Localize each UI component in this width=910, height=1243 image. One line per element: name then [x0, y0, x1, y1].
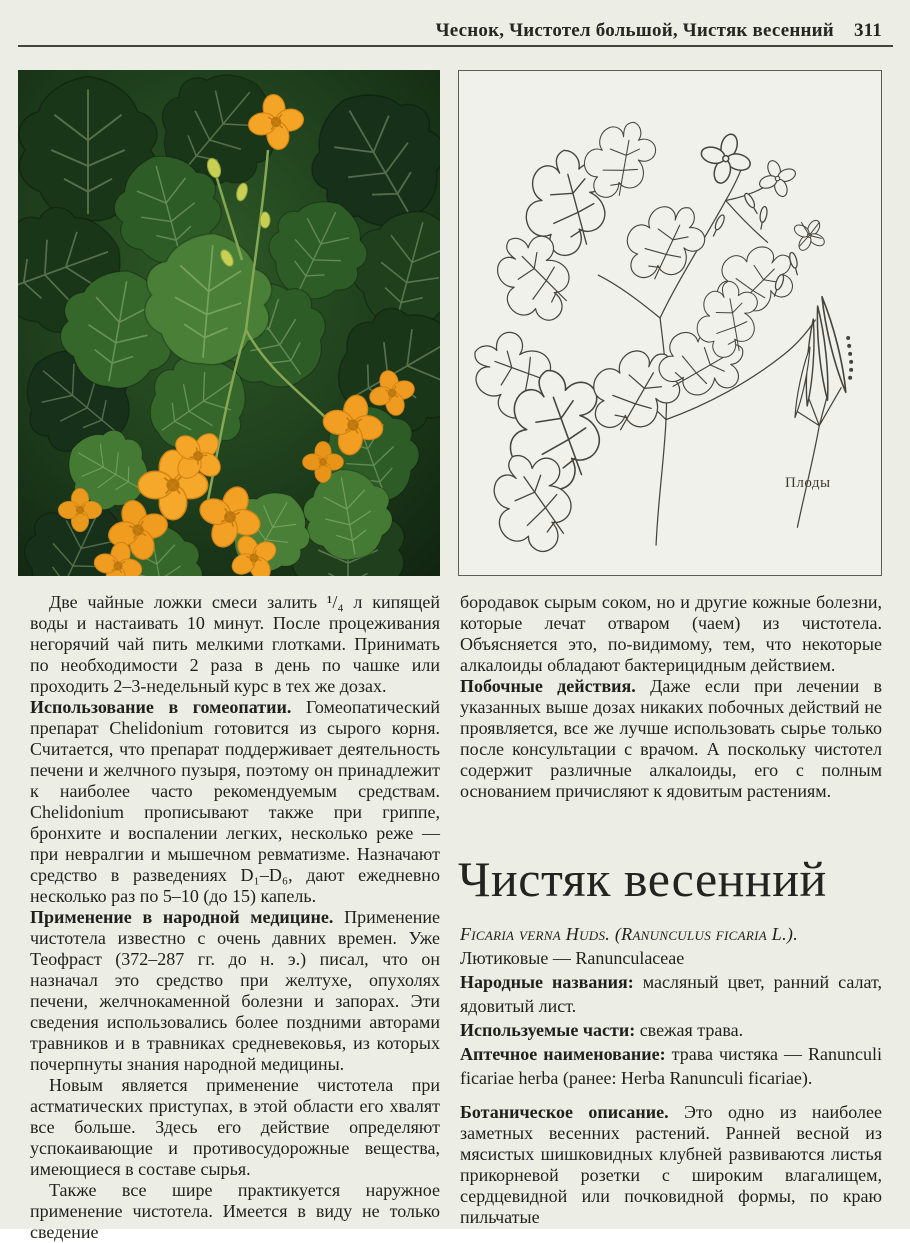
header-rule	[18, 45, 893, 47]
paragraph-text: бородавок сырым соком, но и другие кожные болезни, которые лечат отваром (чаем) из чистотела. Объясняется это, по-видимому, тем, что некоторые алкалоиды обладают бактерицидным действием.	[460, 592, 882, 675]
section-lead: Применение в народной медицине.	[30, 907, 334, 927]
drawing-caption: Плоды	[785, 475, 831, 491]
field-value: свежая трава.	[639, 1020, 744, 1040]
section-text: Гомеопатический препарат Chelidonium готовится из сырого корня. Считается, что препарат поддерживает деятельность печени и желчного пузыря, поэтому он принадлежит к наиболее часто рекомендуемым средствам. Chelidonium прописывают также при гриппе, бронхите и воспалении легких, несколько реже — при невралгии и мышечном ревматизме. Назначают средство в разведениях D₁–D₆, дают ежедневно несколько раз по 5–10 (до 15) капель.	[30, 697, 441, 906]
paragraph-text: Две чайные ложки смеси залить ¹/₄ л кипящей воды и настаивать 10 минут. После процеживания негорячий чай пить мелкими глотками. Принимать по необходимости 2 раза в день по чашке или проходить 2–3-недельный курс в тех же дозах.	[30, 592, 440, 696]
section-lead: Использование в гомеопатии.	[30, 697, 292, 717]
running-title: Чеснок, Чистотел большой, Чистяк весенний	[435, 20, 834, 41]
celandine-photo-image	[18, 70, 440, 576]
left-text-column	[30, 592, 440, 1243]
paragraph-side-effects	[460, 676, 882, 802]
section-lead: Ботаническое описание.	[460, 1102, 669, 1122]
paragraph-external-use	[30, 1180, 440, 1243]
field-label: Используемые части:	[460, 1020, 636, 1040]
species-family: Лютиковые — Ranunculaceae	[460, 948, 685, 968]
paragraph-tea-recipe	[30, 592, 440, 697]
species-pharmacy-name	[460, 1042, 882, 1090]
paragraph-text: Новым является применение чистотела при астматических приступах, в этой области его хвалят все больше. Здесь его действие определяют успокаивающие и противосудорожные вещества, имеющиеся в составе сырья.	[30, 1075, 440, 1179]
field-value: трава чистяка — Ranunculi ficariae herba (ранее: Herba Ranunculi ficariae).	[460, 1044, 882, 1088]
section-text: Это одно из наиболее заметных весенних растений. Ранней весной из мясистых шишковидных клубней развиваются листья прикорневой розетки с широким влагалищем, сердцевидной или почковидной формы, по краю пильчатые	[460, 1102, 883, 1227]
species-latin-name: Ficaria verna Huds. (Ranunculus ficaria L.).	[460, 924, 798, 944]
species-folk-names	[460, 970, 882, 1018]
species-used-parts	[460, 1018, 882, 1042]
field-value: масляный цвет, ранний салат, ядовитый лист.	[460, 972, 883, 1016]
species-botanical-description	[460, 1102, 882, 1228]
paragraph-new-uses	[30, 1075, 440, 1180]
running-head	[436, 20, 882, 42]
field-label: Аптечное наименование:	[460, 1044, 666, 1064]
page-number: 311	[853, 20, 882, 41]
botanical-drawing	[459, 71, 881, 575]
celandine-photo	[18, 70, 440, 576]
paragraph-homeopathy	[30, 697, 440, 907]
paragraph-warts	[460, 592, 882, 676]
field-label: Народные названия:	[460, 972, 634, 992]
section-text: Даже если при лечении в указанных выше дозах никаких побочных действий не проявляется, все же лучше использовать сырье только после консультации с врачом. А поскольку чистотел содержит различные алкалоиды, его с полным основанием причисляют к ядовитым растениям.	[460, 676, 882, 801]
section-lead: Побочные действия.	[460, 676, 636, 696]
botanical-drawing-panel	[458, 70, 882, 576]
paragraph-folk-medicine	[30, 907, 440, 1075]
right-text-column	[460, 592, 882, 1228]
section-text: Применение чистотела известно с очень давних времен. Уже Теофраст (372–287 гг. до н. э.) писал, что он назначал это средство при желтухе, опухолях печени, желчнокаменной болезни и запорах. Эти сведения использовались более поздними авторами травников и в травниках средневековья, из которых почерпнуты знания народной медицины.	[30, 907, 441, 1074]
paragraph-text: Также все шире практикуется наружное применение чистотела. Имеется в виду не только сведение	[30, 1180, 440, 1242]
species-heading: Чистяк весенний	[458, 851, 827, 907]
